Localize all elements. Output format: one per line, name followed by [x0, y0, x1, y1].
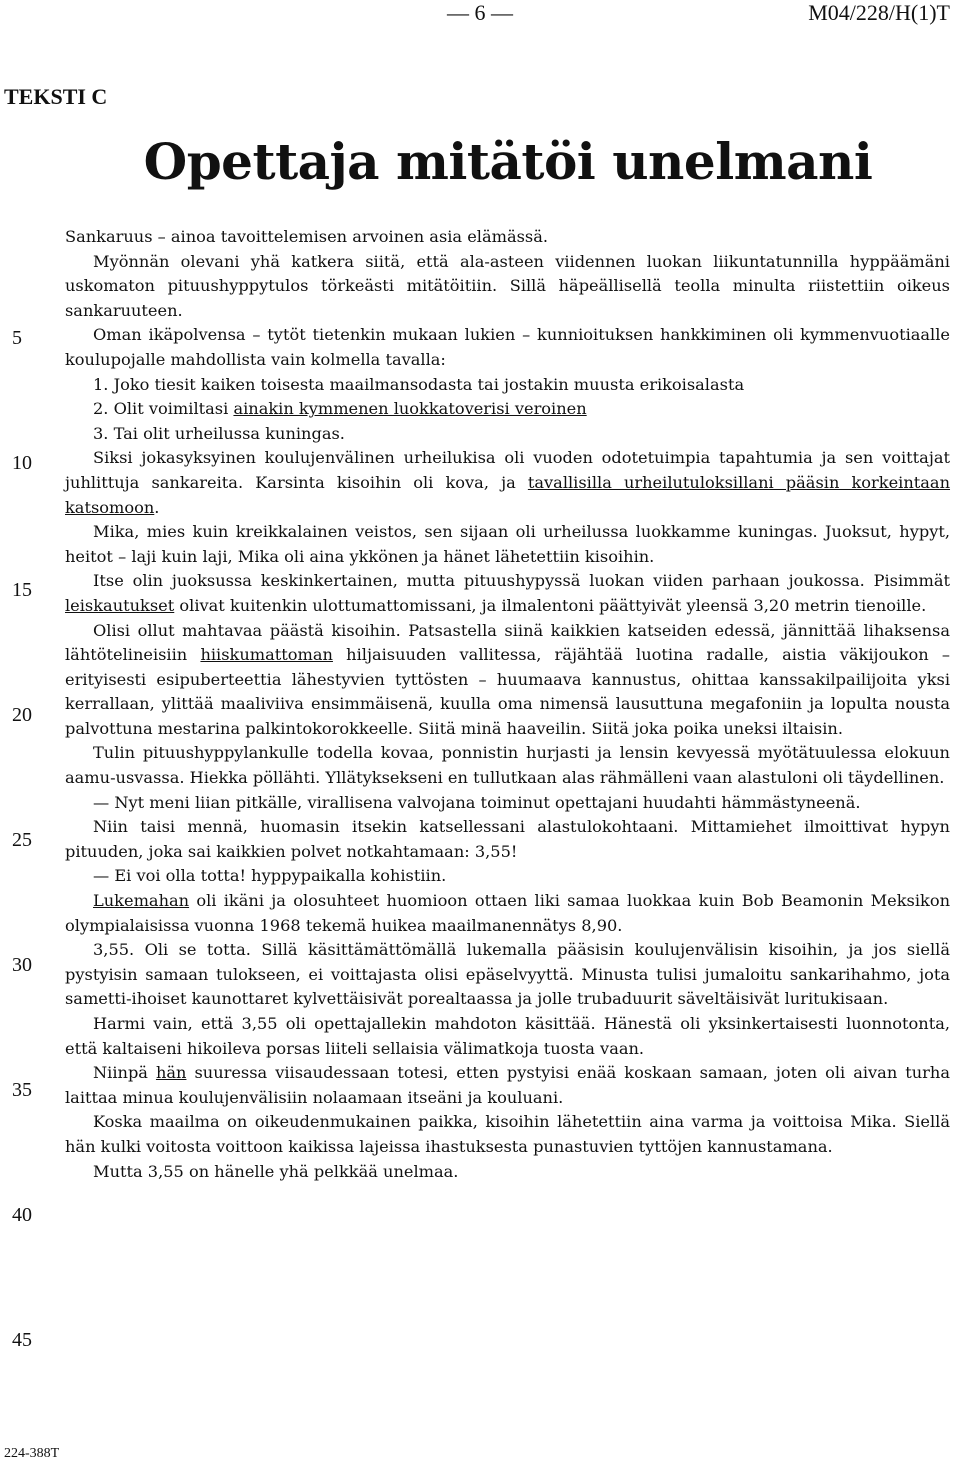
text: Itse olin juoksussa keskinkertainen, mutta pituushypyssä luokan viiden parhaan joukossa. Pisimmät — [93, 571, 950, 591]
footer-code: 224-388T — [4, 1446, 60, 1461]
line-number: 45 — [12, 1329, 32, 1351]
paragraph — [65, 791, 950, 816]
paragraph — [65, 619, 950, 742]
line-number: 25 — [12, 829, 32, 851]
text: 1. Joko tiesit kaiken toisesta maailmansodasta tai jostakin muusta erikoisalasta — [93, 374, 745, 394]
text: — Ei voi olla totta! hyppypaikalla kohistiin. — [93, 866, 447, 886]
paragraph — [65, 889, 950, 938]
list-item — [65, 422, 950, 447]
paragraph — [65, 520, 950, 569]
underlined-phrase: ainakin kymmenen luokkatoverisi veroinen — [233, 399, 587, 419]
paragraph — [65, 864, 950, 889]
line-number: 5 — [12, 327, 22, 349]
paragraph — [65, 250, 950, 324]
text: Mika, mies kuin kreikkalainen veistos, sen sijaan oli urheilussa luokkamme kuningas. Juoksut, hypyt, heitot – laji kuin laji, Mika oli aina ykkönen ja hänet lähetettiin kisoihin. — [65, 522, 950, 566]
text: Niin taisi mennä, huomasin itsekin katsellessani alastulokohtaani. Mittamiehet ilmoittivat hypyn pituuden, joka sai kaikkien polvet notkahtamaan: 3,55! — [65, 817, 950, 861]
underlined-phrase: leiskautukset — [65, 595, 175, 615]
text: 3. Tai olit urheilussa kuningas. — [93, 423, 345, 443]
document-code: M04/228/H(1)T — [808, 0, 950, 25]
text: olivat kuitenkin ulottumattomissani, ja ilmalentoni päättyivät yleensä 3,20 metrin tienoille. — [174, 595, 927, 615]
paragraph — [65, 569, 950, 618]
text: hiljaisuuden vallitessa, räjähtää luotina radalle, aistia väkijoukon – erityisesti esipuberteettia lähestyvien tyttösten – huumaava kannustus, ohittaa kanssakilpailijoita yksi kerrallaan, ylittää maaliviiva ensimmäisenä, kuulla oma nimensä lausuttuna megafoniin ja lopulta nousta palvottuna mestarina palkintokorokkeelle. Siitä minä haaveilin. Siitä joka poika uneksi iltaisin. — [65, 645, 950, 738]
underlined-phrase: Lukemahan — [93, 891, 190, 911]
underlined-phrase: tavallisilla urheilutuloksillani pääsin korkeintaan katsomoon — [65, 472, 951, 517]
paragraph — [65, 938, 950, 1012]
line-number: 20 — [12, 704, 32, 726]
text: 3,55. Oli se totta. Sillä käsittämättömällä lukemalla pääsisin koulujenvälisin kisoihin, ja jos siellä pystyisin samaan tulokseen, ei voittajasta olisi epäselvyyttä. Minusta tulisi jumaloitu sankarihahmo, jota sametti-ihoiset kaunottaret kylvettäisivät porealtaassa ja jolle trubaduurit säveltäisivät luritukisaan. — [65, 940, 950, 1009]
paragraph — [65, 1012, 950, 1061]
text: Oman ikäpolvensa – tytöt tietenkin mukaan lukien – kunnioituksen hankkiminen oli kymmenvuotiaalle koulupojalle mahdollista vain kolmella tavalla: — [65, 325, 950, 369]
paragraph — [65, 1110, 950, 1159]
text: Tulin pituushyppylankulle todella kovaa, ponnistin hurjasti ja lensin kevyessä myötätuulessa elokuun aamu-usvassa. Hiekka pöllähti. Yllätyksekseni en tullutkaan alas rähmälleni vaan alastuloni oli täydellinen. — [65, 743, 950, 788]
list-item — [65, 397, 950, 422]
paragraph — [65, 1061, 950, 1110]
paragraph — [65, 323, 950, 372]
line-number: 40 — [12, 1204, 32, 1226]
text: . — [154, 497, 160, 517]
text: Koska maailma on oikeudenmukainen paikka, kisoihin lähetettiin aina varma ja voittoisa Mika. Siellä hän kulki voitosta voittoon kaikissa lajeissa ihastuksesta punastuvien tyttöjen kannustamana. — [65, 1112, 950, 1156]
text: Siksi jokasyksyinen koulujenvälinen urheilukisa oli vuoden odotetuimpia tapahtumia ja sen voittajat juhlittuja sankareita. Karsinta kisoihin oli kova, ja — [65, 448, 950, 492]
line-number: 15 — [12, 579, 32, 601]
text: suuressa viisaudessaan totesi, etten pystyisi enää koskaan samaan, joten oli aivan turha laittaa minua koulujenvälisiin nolaamaan itseäni ja kouluani. — [65, 1063, 950, 1107]
list-item — [65, 373, 950, 398]
paragraph — [65, 446, 950, 520]
text: oli ikäni ja olosuhteet huomioon ottaen liki samaa luokkaa kuin Bob Beamonin Meksikon olympialaisissa vuonna 1968 tekemä huikea maailmanennätys 8,90. — [65, 891, 950, 935]
underlined-phrase: hän — [155, 1063, 187, 1083]
line-number: 10 — [12, 452, 32, 474]
line-number: 35 — [12, 1079, 32, 1101]
text: Olisi ollut mahtavaa päästä kisoihin. Patsastella siinä kaikkien katseiden edessä, jännittää lihaksensa lähtötelineisiin — [65, 620, 950, 665]
paragraph — [65, 1160, 950, 1185]
article-body — [65, 225, 950, 1184]
underlined-phrase: hiiskumattoman — [200, 645, 333, 665]
page-number: — 6 — — [447, 0, 513, 25]
text: Harmi vain, että 3,55 oli opettajallekin mahdoton käsittää. Hänestä oli yksinkertaisesti luonnotonta, että kaltaiseni hikoileva porsas liiteli sellaisia välimatkoja tuosta vaan. — [65, 1014, 950, 1058]
text: Myönnän olevani yhä katkera siitä, että ala-asteen viidennen luokan liikuntatunnilla hyppäämäni uskomaton pituushyppytulos törkeästi mitätöitiin. Sillä häpeällisellä teolla minulta riistettiin oikeus sankaruuteen. — [65, 251, 950, 320]
text: 2. Olit voimiltasi — [93, 399, 234, 419]
text: Sankaruus – ainoa tavoittelemisen arvoinen asia elämässä. — [65, 227, 549, 246]
section-label: TEKSTI C — [4, 84, 108, 109]
paragraph — [65, 225, 950, 250]
paragraph — [65, 815, 950, 864]
line-number: 30 — [12, 954, 32, 976]
document-title: Opettaja mitätöi unelmani — [143, 132, 873, 191]
text: Mutta 3,55 on hänelle yhä pelkkää unelmaa. — [93, 1161, 459, 1181]
text: — Nyt meni liian pitkälle, virallisena valvojana toiminut opettajani huudahti hämmästyneenä. — [93, 792, 861, 812]
text: Niinpä — [93, 1063, 156, 1083]
paragraph — [65, 741, 950, 790]
